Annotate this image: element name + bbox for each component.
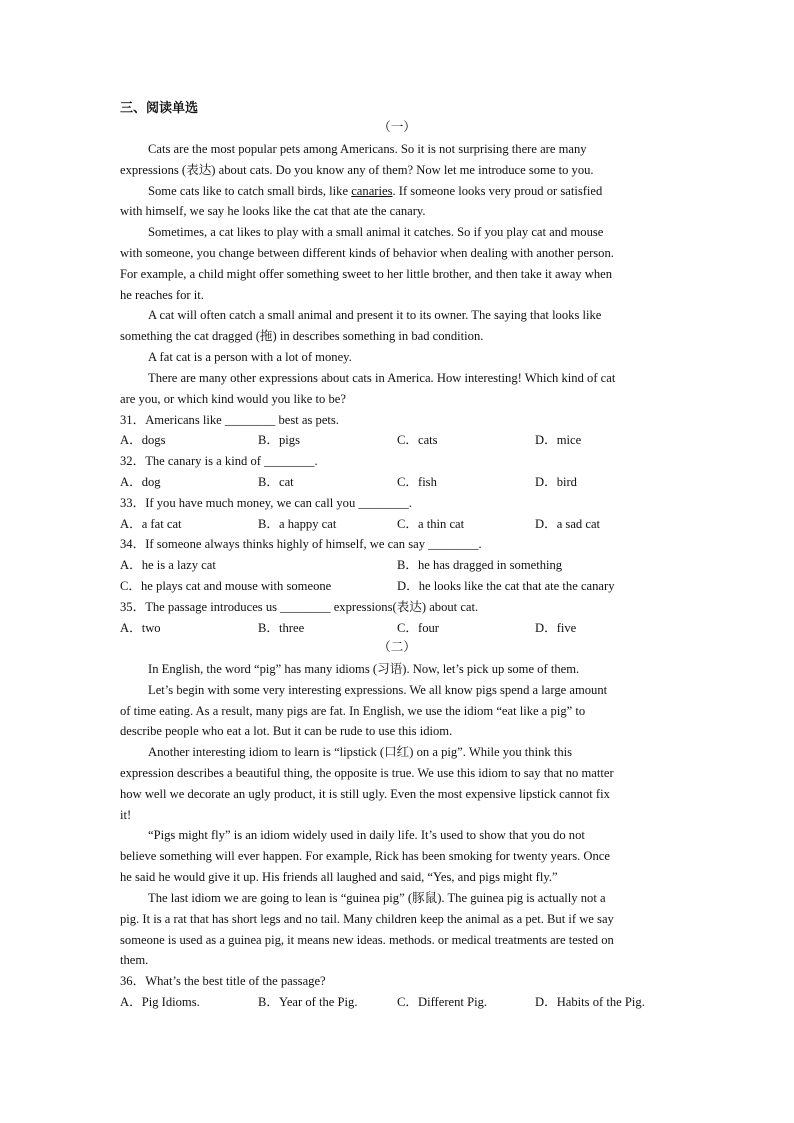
option-c[interactable]: C．he plays cat and mouse with someone <box>120 579 332 593</box>
section-heading: 三、阅读单选 <box>120 100 199 115</box>
question-stem: 35．The passage introduces us ________ expressions(表达) about cat. <box>120 600 479 614</box>
option-b[interactable]: B．a happy cat <box>258 517 337 531</box>
option-c[interactable]: C．Different Pig. <box>397 995 488 1009</box>
option-b[interactable]: B．he has dragged in something <box>397 558 563 572</box>
option-d[interactable]: D．mice <box>535 433 582 447</box>
option-b[interactable]: B．Year of the Pig. <box>258 995 358 1009</box>
question-stem: 31．Americans like ________ best as pets. <box>120 413 339 427</box>
passage-1-number: （一） <box>378 120 416 134</box>
passage-2-line: them. <box>120 953 149 967</box>
option-a[interactable]: A．dog <box>120 475 161 489</box>
passage-1-line: something the cat dragged (拖) in describes something in bad condition. <box>120 329 484 343</box>
passage-2-line: expression describes a beautiful thing, the opposite is true. We use this idiom to say that no matter <box>120 766 614 780</box>
passage-2-line: someone is used as a guinea pig, it means new ideas. methods. or medical treatments are tested on <box>120 933 614 947</box>
passage-2-line: pig. It is a rat that has short legs and no tail. Many children keep the animal as a pet. But if we say <box>120 912 614 926</box>
passage-2-line: Let’s begin with some very interesting expressions. We all know pigs spend a large amount <box>148 683 608 697</box>
passage-1-line: For example, a child might offer something sweet to her little brother, and then take it away when <box>120 267 613 281</box>
question-stem: 33．If you have much money, we can call you ________. <box>120 496 412 510</box>
passage-2-line: In English, the word “pig” has many idioms (习语). Now, let’s pick up some of them. <box>148 662 580 676</box>
option-d[interactable]: D．Habits of the Pig. <box>535 995 645 1009</box>
passage-2-line: Another interesting idiom to learn is “lipstick (口红) on a pig”. While you think this <box>148 745 573 759</box>
option-b[interactable]: B．pigs <box>258 433 300 447</box>
passage-1-line: A fat cat is a person with a lot of money. <box>148 350 352 364</box>
passage-2-line: describe people who eat a lot. But it can be rude to use this idiom. <box>120 724 453 738</box>
passage-1-line: There are many other expressions about cats in America. How interesting! Which kind of cat <box>148 371 616 385</box>
option-c[interactable]: C．four <box>397 621 439 635</box>
question-stem: 34．If someone always thinks highly of himself, we can say ________. <box>120 537 482 551</box>
option-d[interactable]: D．five <box>535 621 577 635</box>
option-d[interactable]: D．he looks like the cat that ate the canary <box>397 579 615 593</box>
passage-2-line: believe something will ever happen. For example, Rick has been smoking for twenty years. Once <box>120 849 610 863</box>
option-c[interactable]: C．a thin cat <box>397 517 465 531</box>
passage-2-line: “Pigs might fly” is an idiom widely used in daily life. It’s used to show that you do not <box>148 828 585 842</box>
passage-2-number: （二） <box>378 640 416 654</box>
option-c[interactable]: C．cats <box>397 433 438 447</box>
passage-1-line: are you, or which kind would you like to be? <box>120 392 346 406</box>
question-stem: 36．What’s the best title of the passage? <box>120 974 326 988</box>
passage-2-line: it! <box>120 808 132 822</box>
option-d[interactable]: D．bird <box>535 475 577 489</box>
passage-1-line: expressions (表达) about cats. Do you know any of them? Now let me introduce some to you. <box>120 163 594 177</box>
passage-2-line: of time eating. As a result, many pigs are fat. In English, we use the idiom “eat like a pig” to <box>120 704 586 718</box>
passage-2-line: The last idiom we are going to lean is “guinea pig” (豚鼠). The guinea pig is actually not a <box>148 891 606 905</box>
option-b[interactable]: B．three <box>258 621 305 635</box>
underlined-word: canaries <box>351 184 393 198</box>
passage-1-line: A cat will often catch a small animal and present it to its owner. The saying that looks like <box>148 308 602 322</box>
passage-2-line: how well we decorate an ugly product, it is still ugly. Even the most expensive lipstick cannot fix <box>120 787 610 801</box>
passage-1-line: Some cats like to catch small birds, like canaries. If someone looks very proud or satisfied <box>148 184 603 198</box>
passage-2-line: he said he would give it up. His friends all laughed and said, “Yes, and pigs might fly.” <box>120 870 558 884</box>
option-a[interactable]: A．a fat cat <box>120 517 182 531</box>
option-a[interactable]: A．two <box>120 621 161 635</box>
option-d[interactable]: D．a sad cat <box>535 517 601 531</box>
passage-1-line: he reaches for it. <box>120 288 204 302</box>
option-a[interactable]: A．dogs <box>120 433 166 447</box>
option-a[interactable]: A．Pig Idioms. <box>120 995 200 1009</box>
option-a[interactable]: A．he is a lazy cat <box>120 558 216 572</box>
question-stem: 32．The canary is a kind of ________. <box>120 454 318 468</box>
passage-1-line: Cats are the most popular pets among Americans. So it is not surprising there are many <box>148 142 587 156</box>
passage-1-line: with someone, you change between different kinds of behavior when dealing with another person. <box>120 246 614 260</box>
passage-1-line: with himself, we say he looks like the cat that ate the canary. <box>120 204 426 218</box>
option-c[interactable]: C．fish <box>397 475 437 489</box>
option-b[interactable]: B．cat <box>258 475 294 489</box>
passage-1-line: Sometimes, a cat likes to play with a small animal it catches. So if you play cat and mouse <box>148 225 604 239</box>
